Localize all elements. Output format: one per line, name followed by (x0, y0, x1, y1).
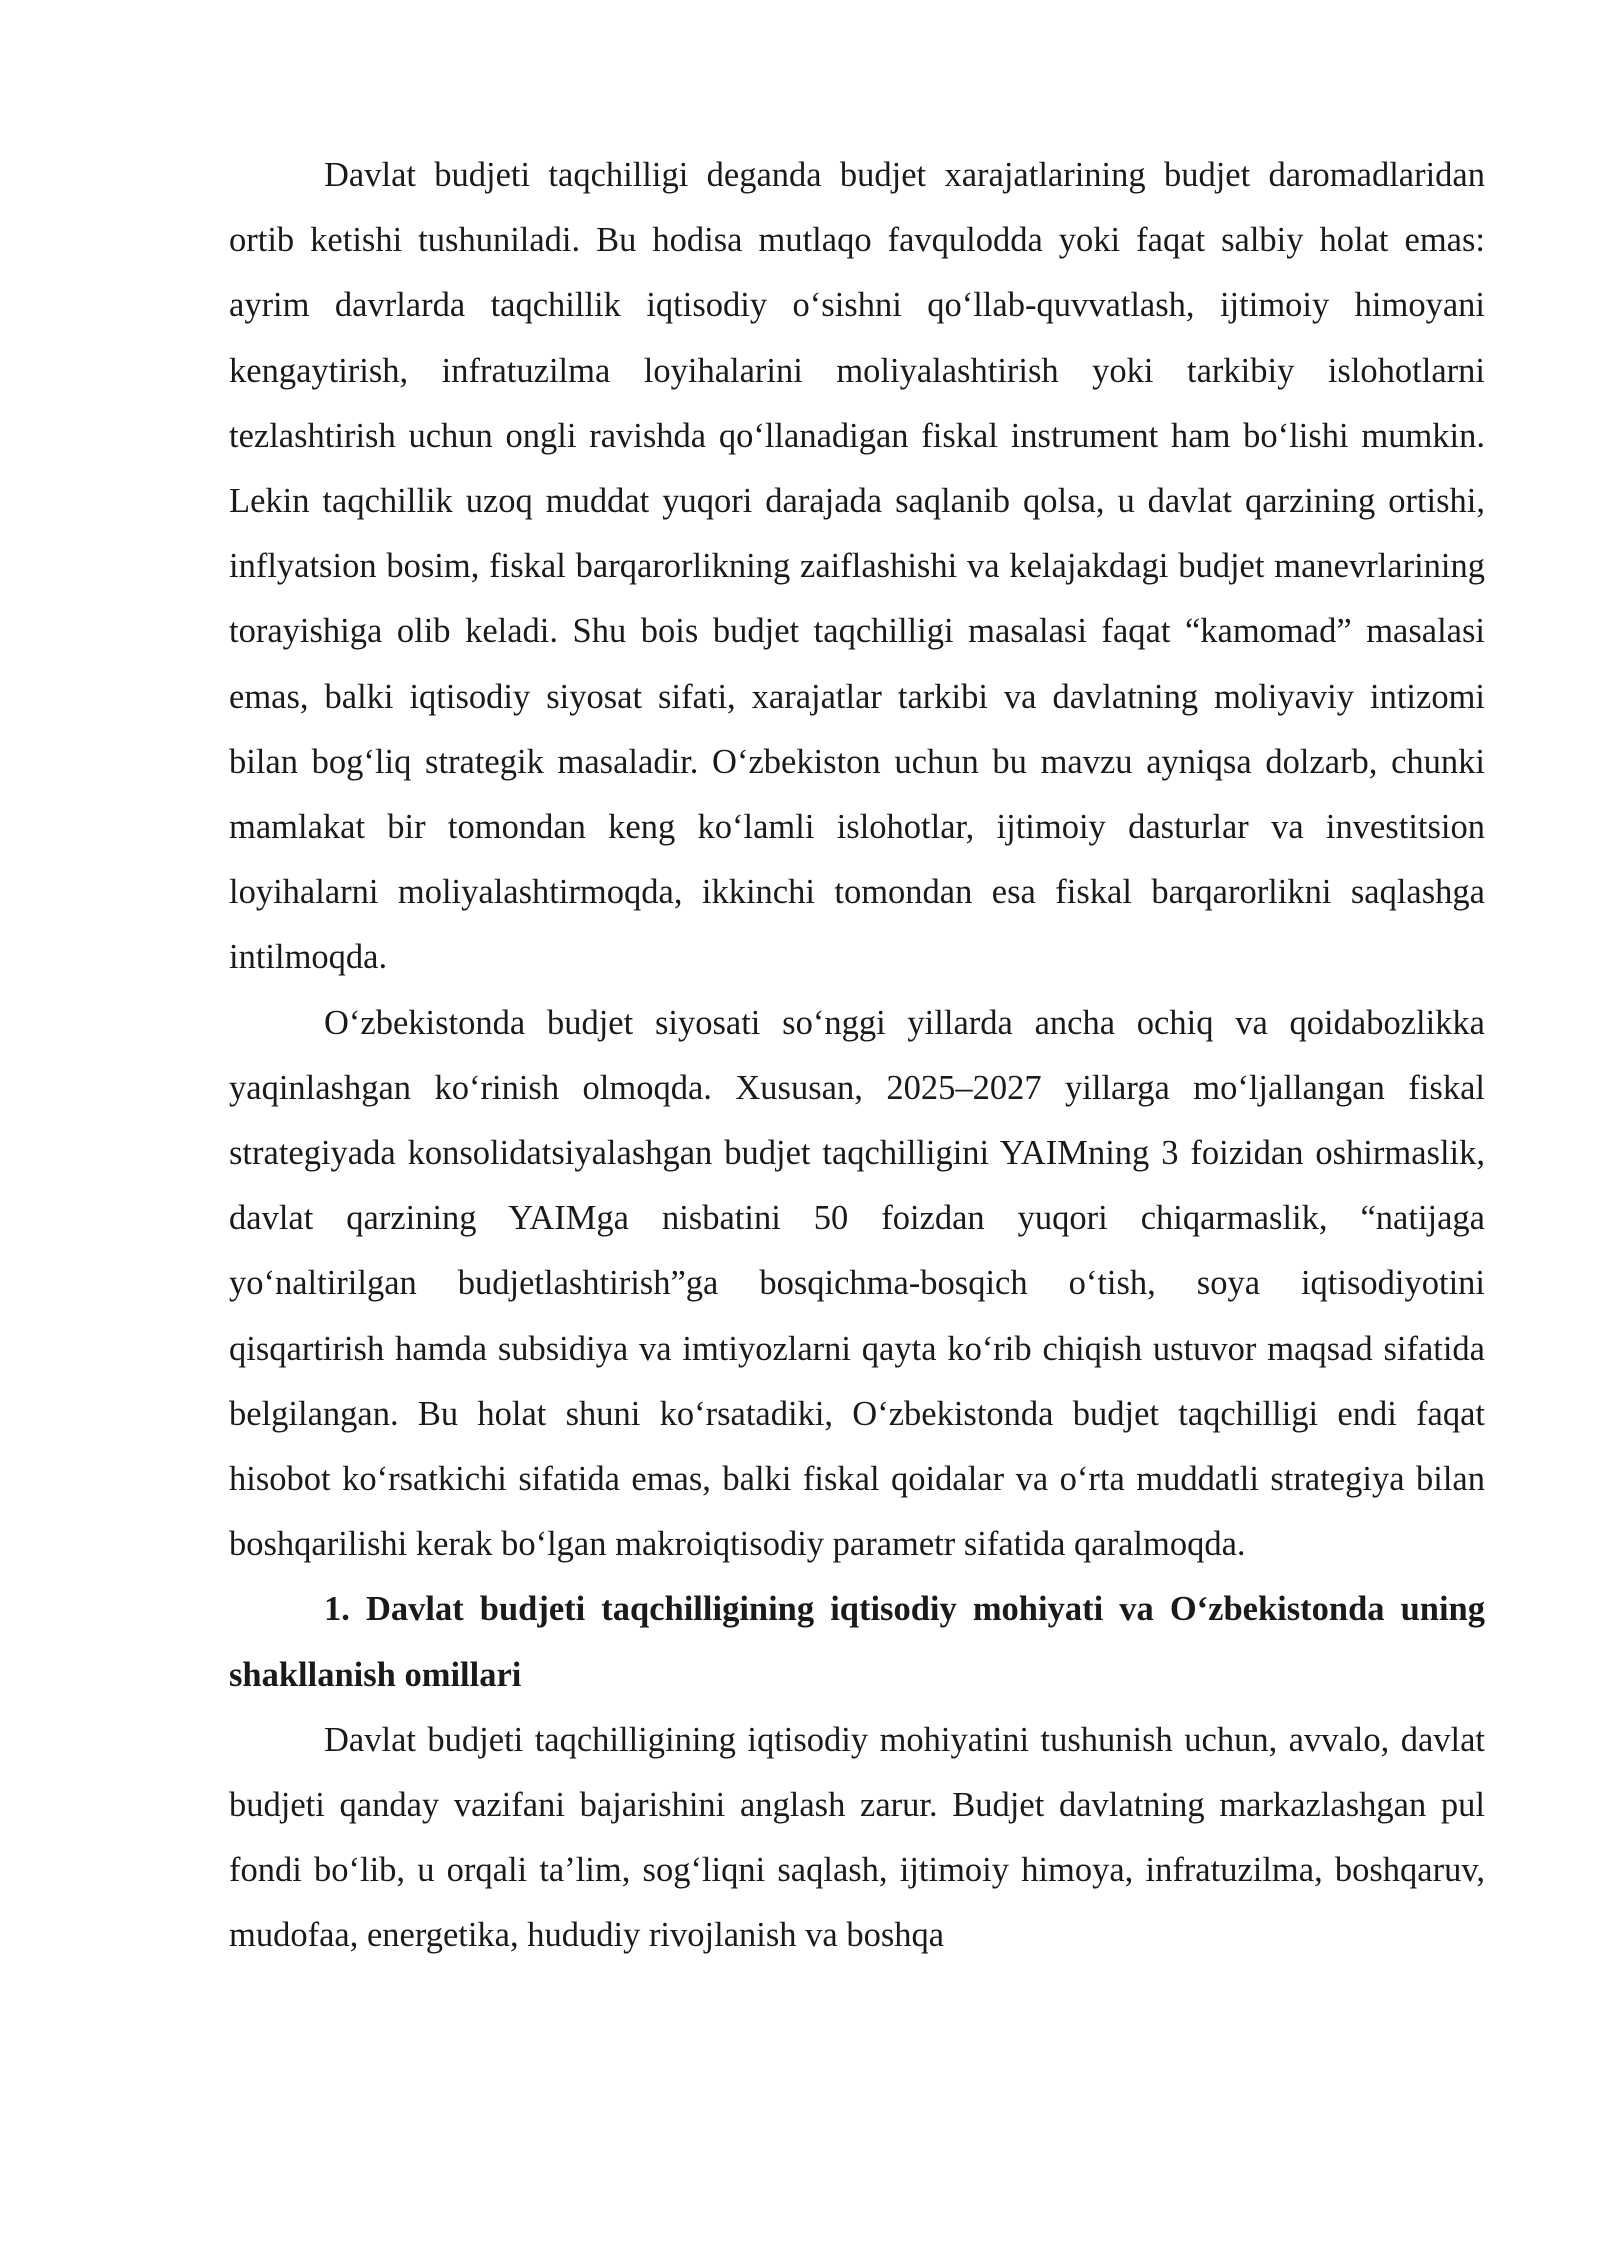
paragraph-section-intro: Davlat budjeti taqchilligining iqtisodiy mohiyatini tushunish uchun, avvalo, davlat budjeti qanday vazifani bajarishini anglash zarur. Budjet davlatning markazlashgan pul fondi boʻlib, u orqali taʼlim, sogʻliqni saqlash, ijtimoiy himoya, infratuzilma, boshqaruv, mudofaa, energetika, hududiy rivojlanish va boshqa (229, 1720, 1485, 1955)
paragraph-budget-deficit-definition: Davlat budjeti taqchilligi deganda budjet xarajatlarining budjet daromadlaridan ortib ketishi tushuniladi. Bu hodisa mutlaqo favqulodda yoki faqat salbiy holat emas: ayrim davrlarda taqchillik iqtisodiy oʻsishni qoʻllab-quvvatlash, ijtimoiy himoyani kengaytirish, infratuzilma loyihalarini moliyalashtirish yoki tarkibiy islohotlarni tezlashtirish uchun ongli ravishda qoʻllanadigan fiskal instrument ham boʻlishi mumkin. Lekin taqchillik uzoq muddat yuqori darajada saqlanib qolsa, u davlat qarzining ortishi, inflyatsion bosim, fiskal barqarorlikning zaiflashishi va kelajakdagi budjet manevrlarining torayishiga olib keladi. Shu bois budjet taqchilligi masalasi faqat “kamomad” masalasi emas, balki iqtisodiy siyosat sifati, xarajatlar tarkibi va davlatning moliyaviy intizomi bilan bogʻliq strategik masaladir. Oʻzbekiston uchun bu mavzu ayniqsa dolzarb, chunki mamlakat bir tomondan keng koʻlamli islohotlar, ijtimoiy dasturlar va investitsion loyihalarni moliyalashtirmoqda, ikkinchi tomondan esa fiskal barqarorlikni saqlashga intilmoqda. (229, 156, 1485, 977)
paragraph-uzbekistan-fiscal-policy: Oʻzbekistonda budjet siyosati soʻnggi yillarda ancha ochiq va qoidabozlikka yaqinlashgan koʻrinish olmoqda. Xususan, 2025–2027 yillarga moʻljallangan fiskal strategiyada konsolidatsiyalashgan budjet taqchilligini YAIMning 3 foizidan oshirmaslik, davlat qarzining YAIMga nisbatini 50 foizdan yuqori chiqarmaslik, “natijaga yoʻnaltirilgan budjetlashtirish”ga bosqichma-bosqich oʻtish, soya iqtisodiyotini qisqartirish hamda subsidiya va imtiyozlarni qayta koʻrib chiqish ustuvor maqsad sifatida belgilangan. Bu holat shuni koʻrsatadiki, Oʻzbekistonda budjet taqchilligi endi faqat hisobot koʻrsatkichi sifatida emas, balki fiskal qoidalar va oʻrta muddatli strategiya bilan boshqarilishi kerak boʻlgan makroiqtisodiy parametr sifatida qaralmoqda. (229, 1003, 1485, 1564)
document-body (229, 143, 1485, 1969)
section-heading: 1. Davlat budjeti taqchilligining iqtisodiy mohiyati va Oʻzbekistonda uning shakllanish omillari (229, 1590, 1485, 1694)
